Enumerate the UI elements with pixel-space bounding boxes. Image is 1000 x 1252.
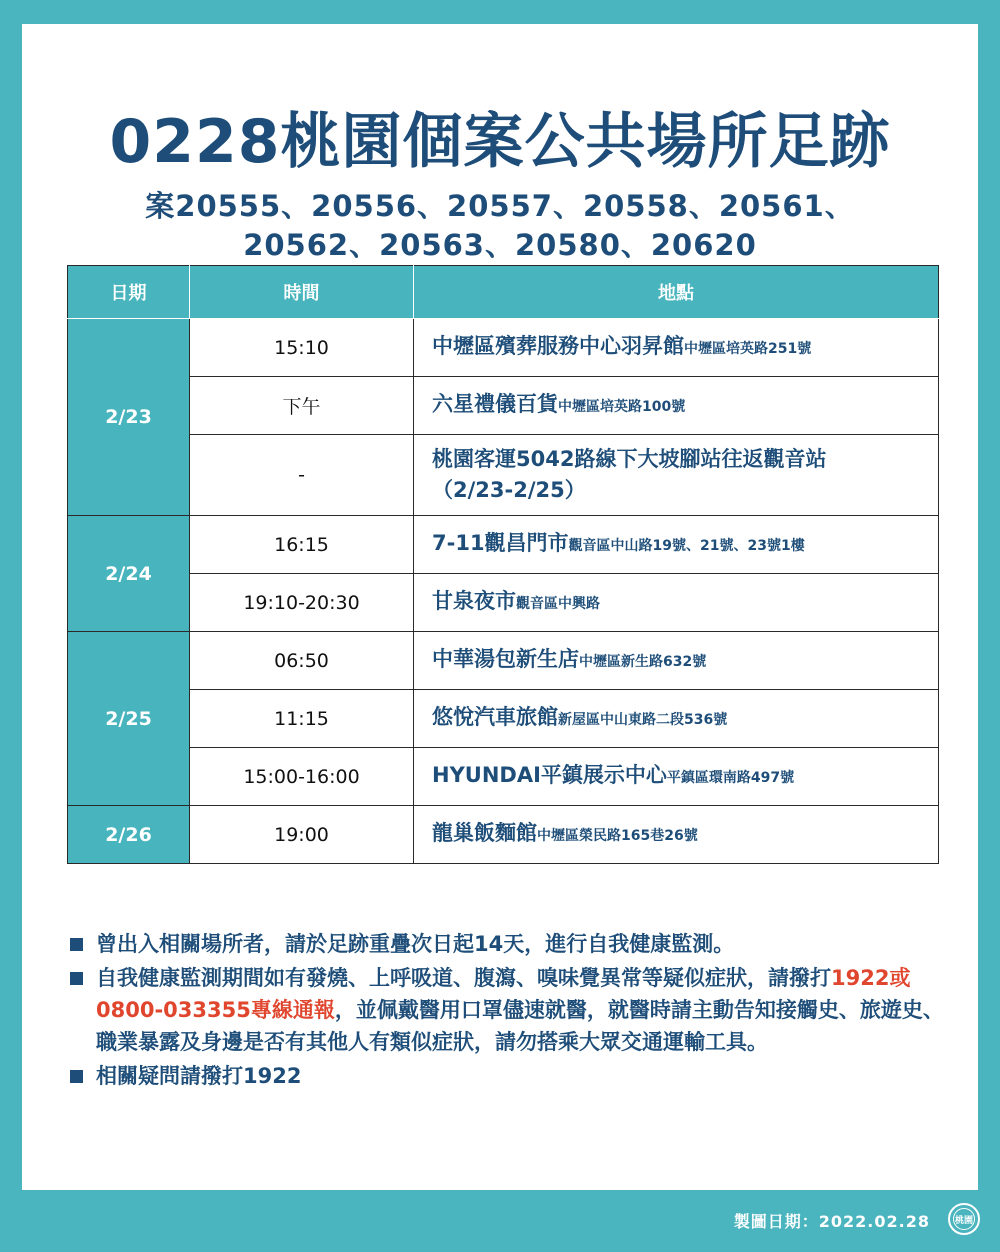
- table-row: [68, 632, 939, 690]
- note-text: 相關疑問請撥打1922: [96, 1064, 302, 1088]
- place-cell: [414, 806, 939, 864]
- case-numbers-line-2: 20562、20563、20580、20620: [243, 228, 757, 262]
- note-item: [70, 928, 950, 960]
- table-row: [68, 435, 939, 516]
- square-bullet-icon: [70, 938, 83, 951]
- place-cell: [414, 574, 939, 632]
- time-cell: 19:00: [190, 806, 414, 864]
- header-time: 時間: [190, 266, 414, 319]
- time-cell: 06:50: [190, 632, 414, 690]
- place-cell: [414, 748, 939, 806]
- table-row: [68, 806, 939, 864]
- time-cell: -: [190, 435, 414, 516]
- square-bullet-icon: [70, 1070, 83, 1083]
- table-row: [68, 574, 939, 632]
- place-address: 觀音區中興路: [516, 595, 600, 612]
- place-address: 平鎮區環南路497號: [666, 769, 795, 786]
- place-name: 中華湯包新生店: [432, 646, 579, 671]
- production-date: 製圖日期：2022.02.28: [733, 1212, 930, 1231]
- place-address: 中壢區培英路100號: [558, 398, 686, 415]
- date-cell: 2/24: [68, 516, 190, 632]
- place-cell: [414, 516, 939, 574]
- note-item: [70, 1060, 950, 1092]
- table-row: [68, 690, 939, 748]
- date-cell: 2/26: [68, 806, 190, 864]
- place-address: 觀音區中山路19號、21號、23號1樓: [568, 537, 805, 554]
- place-address: 中壢區新生路632號: [579, 653, 707, 670]
- note-item: [70, 962, 950, 1058]
- place-name: 中壢區殯葬服務中心羽昇館: [432, 333, 684, 358]
- place-name: 悠悅汽車旅館: [432, 704, 558, 729]
- hotline-highlight: 1922或0800-033355專線通報: [96, 966, 911, 1022]
- table-row: [68, 319, 939, 377]
- note-text: 曾出入相關場所者，請於足跡重疊次日起14天，進行自我健康監測。: [96, 932, 735, 956]
- time-cell: 19:10-20:30: [190, 574, 414, 632]
- page-title: 0228桃園個案公共場所足跡: [109, 107, 891, 177]
- header-date: 日期: [68, 266, 190, 319]
- footprint-table: [67, 265, 939, 864]
- place-address: 中壢區培英路251號: [684, 340, 812, 357]
- header-place: 地點: [414, 266, 939, 319]
- time-cell: 16:15: [190, 516, 414, 574]
- seal-text: 桃園: [954, 1215, 973, 1226]
- place-cell: [414, 319, 939, 377]
- time-cell: 11:15: [190, 690, 414, 748]
- note-text: ，並佩戴醫用口罩儘速就醫，就醫時請主動告知接觸史、旅遊史、職業暴露及身邊是否有其他人有類似症狀，請勿搭乘大眾交通運輸工具。: [96, 998, 944, 1054]
- place-address: 新屋區中山東路二段536號: [558, 711, 728, 728]
- table-row: [68, 748, 939, 806]
- square-bullet-icon: [70, 972, 83, 985]
- place-name: HYUNDAI平鎮展示中心: [432, 762, 667, 787]
- time-cell: 15:00-16:00: [190, 748, 414, 806]
- time-cell: 下午: [190, 377, 414, 435]
- place-name: 龍巢飯麵館: [432, 820, 537, 845]
- taoyuan-seal-logo: [948, 1203, 980, 1235]
- place-name: 7-11觀昌門市: [432, 530, 569, 555]
- place-name: 六星禮儀百貨: [432, 391, 558, 416]
- table-header-row: [68, 266, 939, 319]
- case-numbers-line-1: 案20555、20556、20557、20558、20561、: [145, 189, 855, 223]
- date-cell: 2/25: [68, 632, 190, 806]
- table-row: [68, 516, 939, 574]
- time-cell: 15:10: [190, 319, 414, 377]
- place-name: 甘泉夜市: [432, 588, 516, 613]
- table-row: [68, 377, 939, 435]
- place-cell: [414, 377, 939, 435]
- place-cell: [414, 435, 939, 516]
- notes-section: [70, 928, 950, 1094]
- place-cell: [414, 632, 939, 690]
- place-date-range: （2/23-2/25）: [432, 478, 586, 502]
- note-text: 自我健康監測期間如有發燒、上呼吸道、腹瀉、嗅味覺異常等疑似症狀，請撥打: [96, 966, 831, 990]
- place-name: 桃園客運5042路線下大坡腳站往返觀音站: [432, 447, 827, 471]
- place-address: 中壢區榮民路165巷26號: [537, 827, 698, 844]
- date-cell: 2/23: [68, 319, 190, 516]
- place-cell: [414, 690, 939, 748]
